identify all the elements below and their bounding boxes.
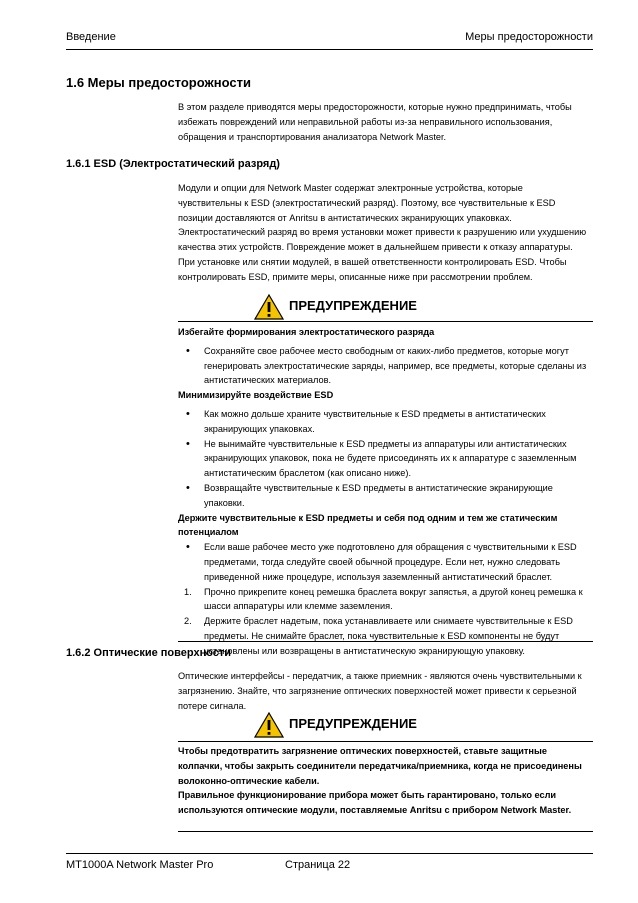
header-divider: [66, 49, 593, 50]
minimize-heading: Минимизируйте воздействие ESD: [178, 390, 334, 401]
list-item: • Как можно дольше храните чувствительные к ESD предметы в антистатических экранирующих упаковках.: [178, 407, 588, 437]
list-item: • Не вынимайте чувствительные к ESD предметы из аппаратуры или антистатических экранирующих упаковок, пока не будете присоединять их к аппаратуре с заземленным антистатическим браслетом (как описано ниже).: [178, 437, 588, 481]
warning-triangle-icon: [254, 294, 284, 320]
procedure-step: [178, 614, 588, 658]
warning-divider: [178, 321, 593, 322]
optical-warning-banner: [178, 712, 588, 738]
procedure-steps: [178, 585, 588, 659]
warning-title: ПРЕДУПРЕЖДЕНИЕ: [289, 716, 417, 731]
step-text: Прочно прикрепите конец ремешка браслета вокруг запястья, а другой конец ремешка к шасси аппаратуры или клемме заземления.: [204, 586, 583, 612]
optical-heading: 1.6.2 Оптические поверхности: [66, 647, 232, 659]
step-number: 1.: [184, 586, 192, 597]
section-intro: В этом разделе приводятся меры предосторожности, которые нужно предпринимать, чтобы избежать повреждений или неправильной работы из-за неправильного использования, обращения и транспортирования анализатора Network Master.: [178, 102, 572, 142]
keep-heading: Держите чувствительные к ESD предметы и себя под одним и тем же статическим потенциалом: [178, 512, 558, 538]
warning-title: ПРЕДУПРЕЖДЕНИЕ: [289, 298, 417, 313]
list-item: • Возвращайте чувствительные к ESD предметы в антистатические экранирующие упаковки.: [178, 481, 588, 511]
warning-divider: [178, 741, 593, 742]
esd-warning-banner: [178, 294, 588, 320]
footer-page-number: Страница 22: [285, 859, 351, 871]
list-item: • Если ваше рабочее место уже подготовлено для обращения с чувствительными к ESD предметами, тогда следуйте своей обычной процедуре. Если нет, нужно следовать приведенной ниже процедуре, используя заземленный антистатический браслет.: [178, 540, 588, 584]
avoid-list: [178, 344, 588, 388]
optical-warning-text-1: Чтобы предотвратить загрязнение оптических поверхностей, ставьте защитные колпачки, чтобы закрыть соединители передатчика/приемника, когда не присоединены волоконно-оптические кабели.: [178, 746, 582, 786]
warning-triangle-icon: [254, 712, 284, 738]
esd-text: Модули и опции для Network Master содержат электронные устройства, которые чувствительны к ESD (электростатический разряд). Поэтому, все чувствительные к ESD позиции доставляются от Anritsu в антистатических экранирующих упаковках. Электростатический разряд во время установки может привести к разрушению или ухудшению качества этих устройств. Повреждение может в дальнейшем привести к отказу аппаратуры. При установке или снятии модулей, в вашей ответственности контролировать ESD. Чтобы контролировать ESD, примите меры, описанные ниже при рассмотрении проблем.: [178, 183, 587, 282]
header-section: Меры предосторожности: [465, 31, 593, 43]
avoid-heading: Избегайте формирования электростатического разряда: [178, 327, 435, 337]
list-item: • Сохраняйте свое рабочее место свободным от каких-либо предметов, которые могут генерировать электростатические заряды, например, все предметы, которые сделаны из антистатических материалов.: [178, 344, 588, 388]
optical-warning-body: [178, 744, 588, 818]
esd-heading: 1.6.1 ESD (Электростатический разряд): [66, 158, 280, 170]
warning-divider: [178, 641, 593, 642]
procedure-step: [178, 585, 588, 615]
warning-divider: [178, 831, 593, 832]
keep-list: [178, 540, 588, 584]
optical-text: Оптические интерфейсы - передатчик, а также приемник - являются очень чувствительными к загрязнению. Знайте, что загрязнение оптических поверхностей может привести к серьезной потере сигнала.: [178, 671, 582, 711]
footer-divider: [66, 853, 593, 854]
esd-warning-body: [178, 325, 588, 659]
footer-product: MT1000A Network Master Pro: [66, 859, 214, 871]
step-text: Держите браслет надетым, пока устанавливаете или снимаете чувствительные к ESD предметы. Не снимайте браслет, пока чувствительные к ESD компоненты не будут установлены или возвращены в антистатическую экранирующую упаковку.: [204, 616, 573, 656]
step-number: 2.: [184, 616, 192, 627]
page-header: [66, 31, 593, 43]
section-title: 1.6 Меры предосторожности: [66, 75, 251, 90]
optical-warning-text-2: Правильное функционирование прибора может быть гарантировано, только если используются оптические модули, поставляемые Anritsu с прибором Network Master.: [178, 790, 572, 816]
header-chapter: Введение: [66, 31, 116, 43]
minimize-list: [178, 407, 588, 511]
